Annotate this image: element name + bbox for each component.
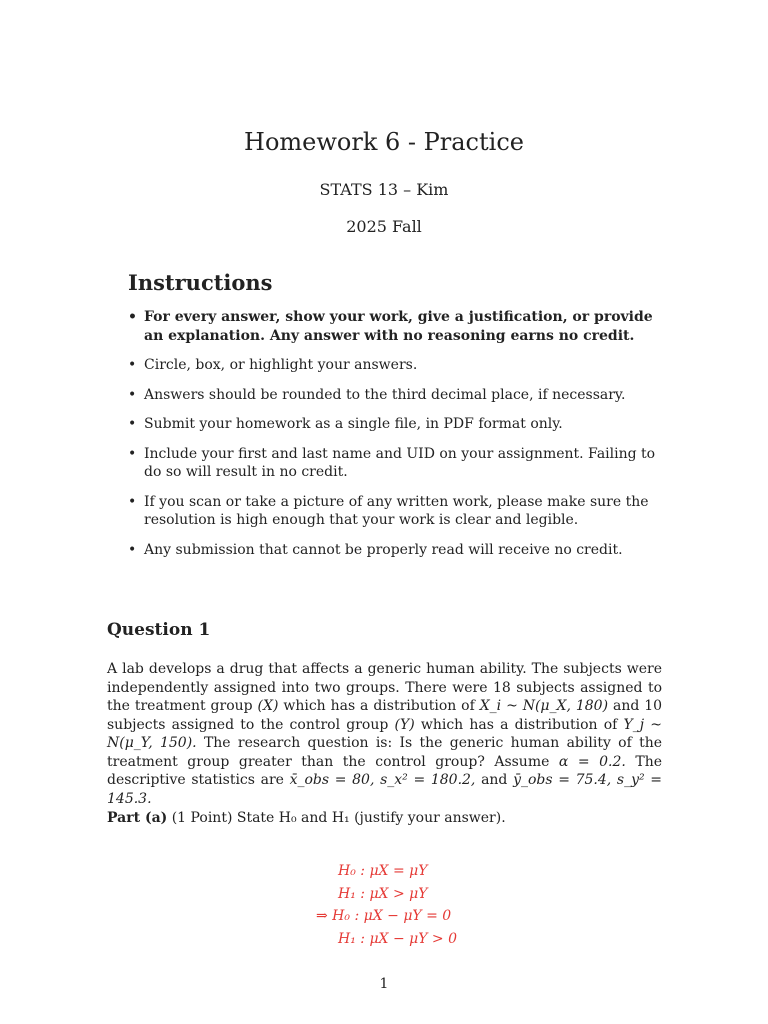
page-number: 1 <box>379 976 389 992</box>
instruction-item: • Submit your homework as a single file, in PDF format only. <box>128 415 668 434</box>
course-name: STATS 13 – Kim <box>319 180 449 199</box>
document-title: Homework 6 - Practice <box>244 128 524 156</box>
instruction-item: • Include your first and last name and UID on your assignment. Failing to do so will result in no credit. <box>128 445 668 482</box>
instructions-list <box>128 308 668 570</box>
instruction-item: • Any submission that cannot be properly read will receive no credit. <box>128 541 668 560</box>
part-a-text: (1 Point) State H₀ and H₁ (justify your answer). <box>171 810 506 826</box>
answer-hypotheses <box>300 860 500 950</box>
part-a-label: Part (a) <box>107 810 168 826</box>
instruction-item: • Circle, box, or highlight your answers. <box>128 356 668 375</box>
question-text: A lab develops a drug that affects a generic human ability. The subjects were independently assigned into two groups. There were 18 subjects assigned to the treatment group (X) which has a distribution of X_i ~ N(μ_X, 180) and 10 subjects assigned to the control group (Y) which has a distribution of Y_j ~ N(μ_Y, 150). The research question is: Is the generic human ability of the treatment group greater than the control group? Assume α = 0.2. The descriptive statistics are x̄_obs = 80, s_x² = 180.2, and ȳ_obs = 75.4, s_y² = 145.3. <box>107 661 663 807</box>
answer-line: H₁ : μX > μY <box>338 885 428 902</box>
part-a-prompt <box>107 810 506 826</box>
answer-line: H₀ : μX = μY <box>338 863 428 879</box>
instruction-item: • For every answer, show your work, give a justification, or provide an explanation. Any answer with no reasoning earns no credit. <box>128 308 668 345</box>
question-heading: Question 1 <box>107 620 211 640</box>
term: 2025 Fall <box>346 217 422 236</box>
answer-line: ⇒ H₀ : μX − μY = 0 <box>316 908 452 924</box>
instruction-item: • If you scan or take a picture of any written work, please make sure the resolution is high enough that your work is clear and legible. <box>128 493 668 530</box>
instruction-item: • Answers should be rounded to the third decimal place, if necessary. <box>128 386 668 405</box>
answer-line: H₁ : μX − μY > 0 <box>338 930 458 947</box>
instructions-heading: Instructions <box>128 270 273 295</box>
